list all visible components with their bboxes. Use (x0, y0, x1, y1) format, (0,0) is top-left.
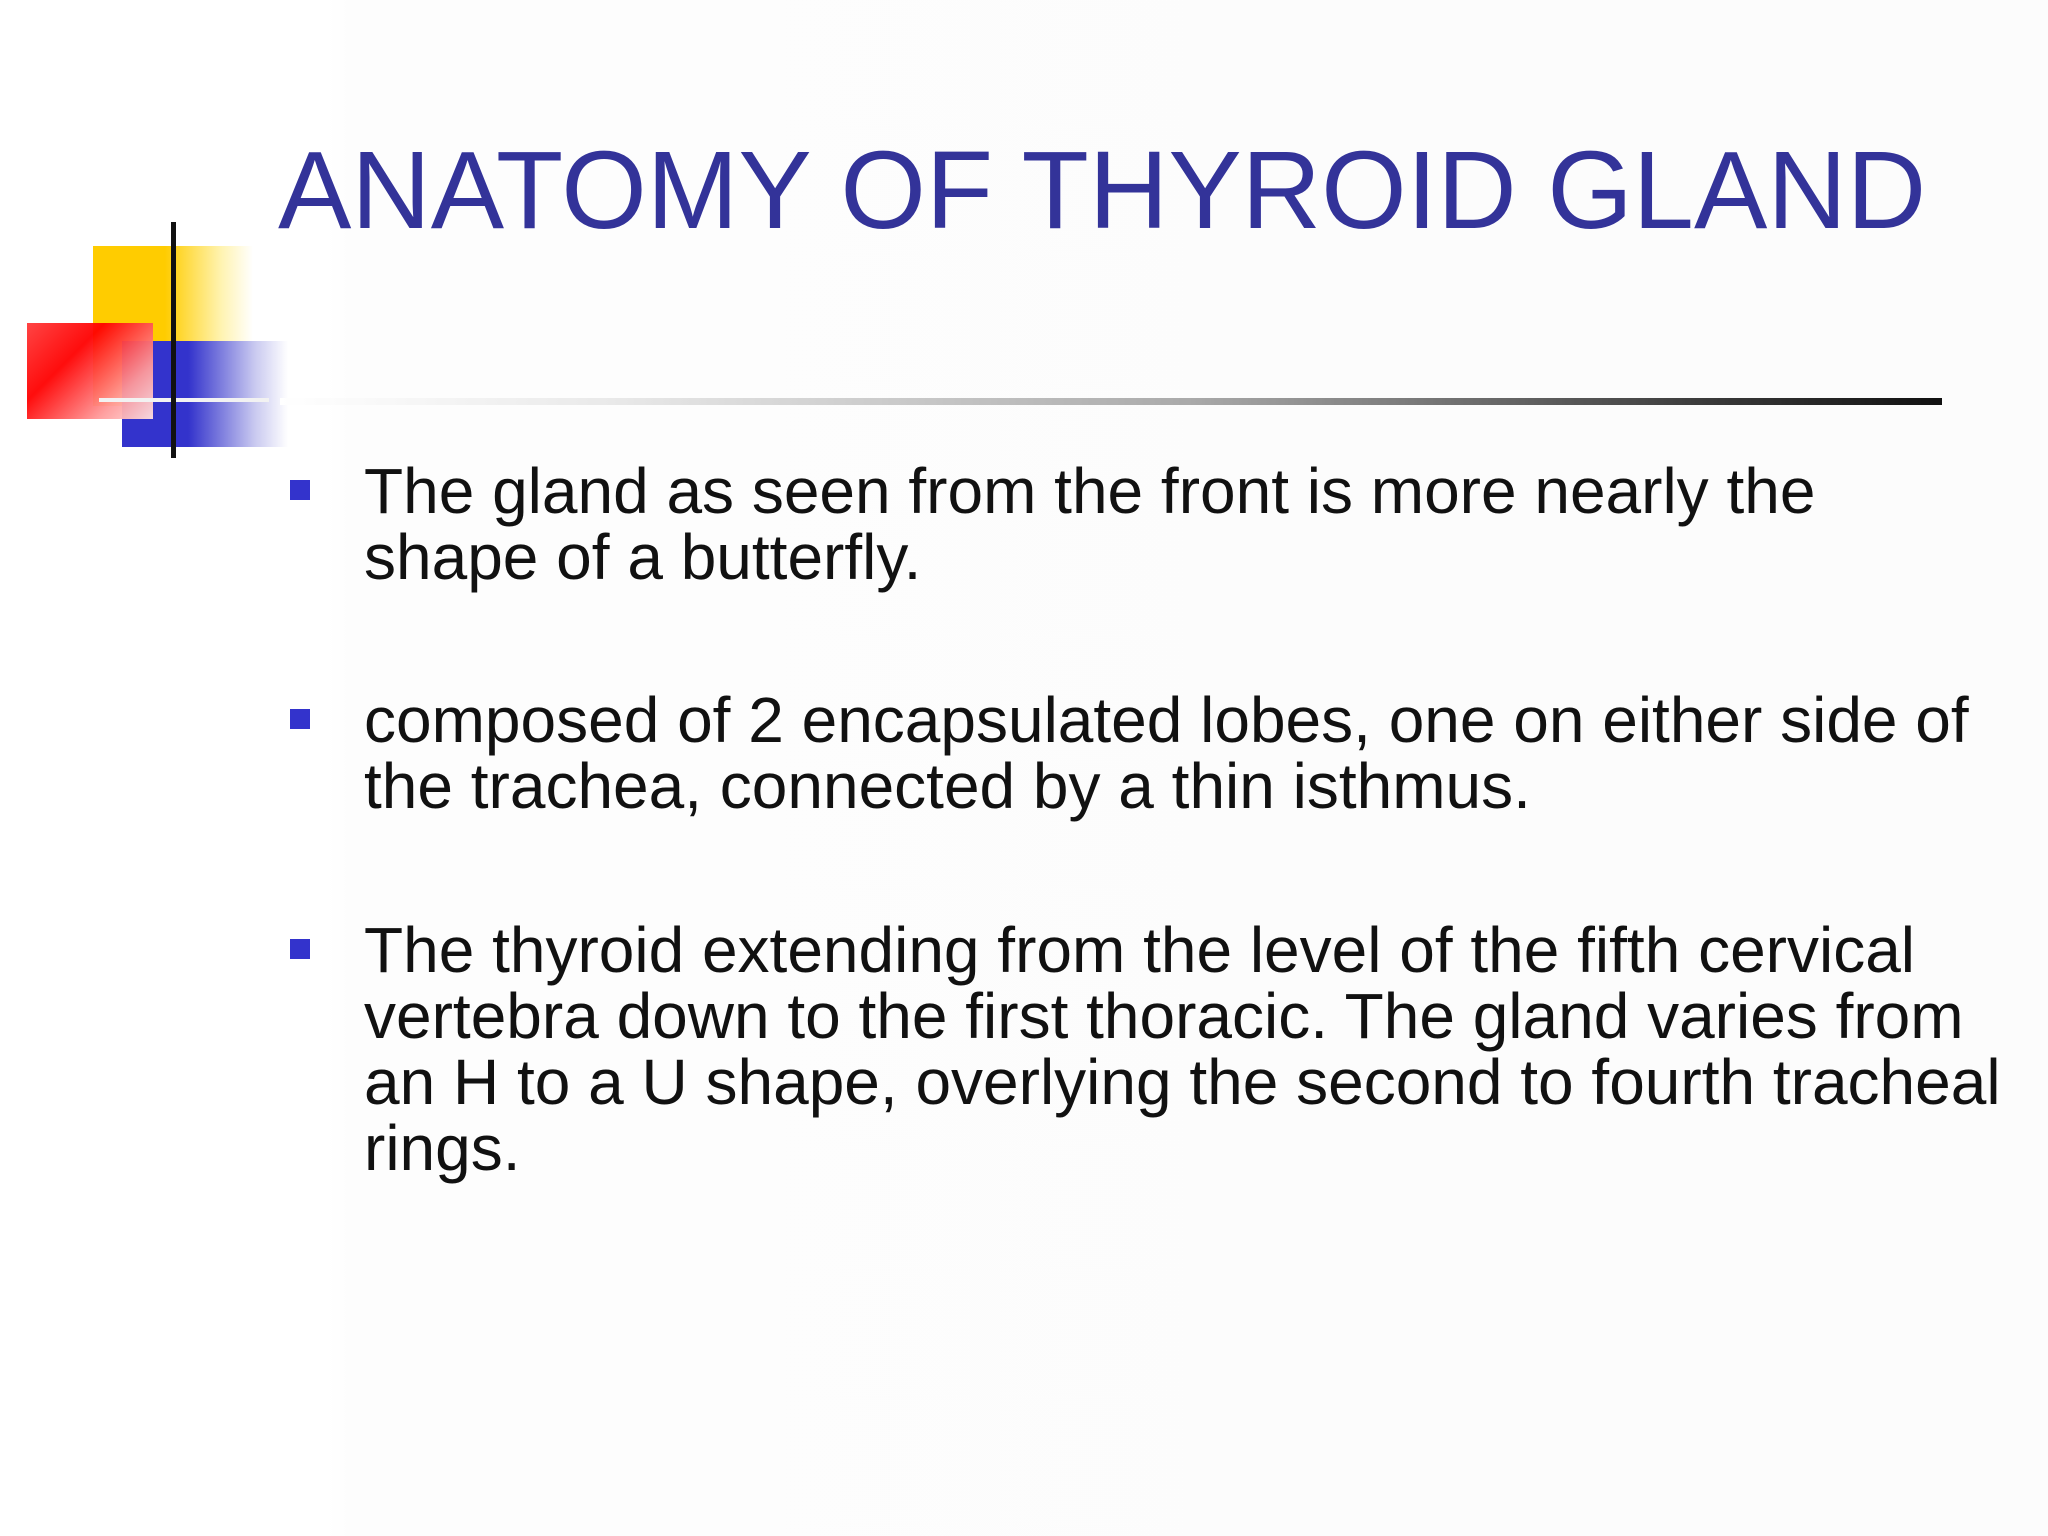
slide-title: ANATOMY OF THYROID GLAND (278, 129, 1927, 252)
square-bullet-icon (290, 480, 310, 500)
red-square-decoration (27, 323, 153, 419)
square-bullet-icon (290, 939, 310, 959)
square-bullet-icon (290, 709, 310, 729)
title-underline-rule (280, 398, 1942, 405)
bullet-text: The thyroid extending from the level of the fifth cervical vertebra down to the first thoracic. The gland varies from an H to a U shape, overlying the second to fourth tracheal rings. (364, 914, 2001, 1184)
vertical-line-decoration (171, 222, 176, 458)
light-line-decoration (99, 398, 269, 402)
bullet-text: composed of 2 encapsulated lobes, one on either side of the trachea, connected by a thin isthmus. (364, 684, 1969, 822)
bullet-text: The gland as seen from the front is more nearly the shape of a butterfly. (364, 455, 1816, 593)
